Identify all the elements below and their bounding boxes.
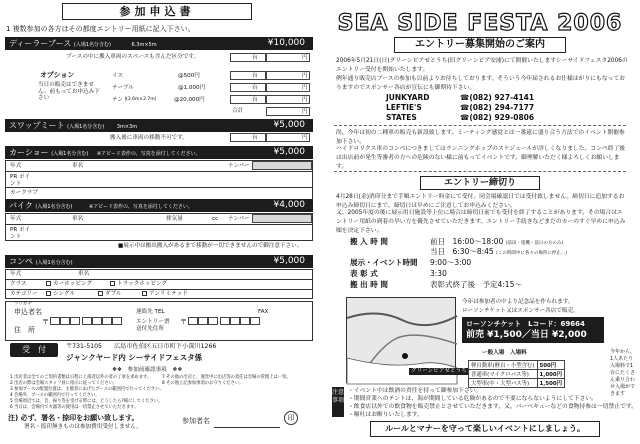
bike-hint: (入場1名分含む) (35, 204, 73, 210)
entry-para-2: 又、2005年度の後に展示用日施設等上位に場合は締切日前でも受付を終了することがあります。その場合はエントリー用紙の到着の早い方を優先させていただきます。エントリー手続きなどまだのカーのすぐ早めに申込み順を決定下さい。 (336, 210, 626, 234)
notice-para-2: ハイドロリクス車のコンペにつきましてはランニングホップのスケジュールが詳しくなりました。コンペ終了後は出店前が発生等審者の方への危険のない様に前もってイベントです。御理解いただく様よろしくお願いします。 (336, 146, 626, 170)
applicant-zip-5[interactable] (92, 317, 102, 325)
divider-2 (334, 171, 626, 172)
swap-hint: (入場1名分含む) (67, 124, 105, 130)
bike-label: バイク (9, 201, 33, 210)
car-divider-2 (5, 187, 313, 188)
applicant-address-label: 住 所 (14, 326, 35, 334)
bike-number-input[interactable] (252, 214, 312, 223)
event-title: SEA SIDE FESTA 2006 (337, 11, 623, 36)
dealer-size: 6.3m×5m (131, 42, 157, 48)
festa-flyer (322, 3, 638, 441)
swap-desc: 搬入後に車両の移動不可です。 (110, 135, 188, 141)
applicant-zip-6[interactable] (102, 317, 112, 325)
option-chair-unit: 台 (252, 73, 258, 79)
rules-heading: ❖❖ 参加前確認事項 ❖❖ (112, 367, 183, 373)
admission-sidenote: 今年から、1人あたり入場料で1台にたくさん乗り合わせ入場ができます (610, 349, 636, 397)
applicant-zip-1[interactable] (50, 317, 60, 325)
swap-unit: 台 (252, 135, 258, 141)
receipt-postal: 〒731-5105 (66, 343, 102, 350)
option-total-label: 合計 (232, 108, 244, 114)
option-price-chair: @500円 (178, 73, 200, 79)
ticket-box (462, 317, 604, 343)
dealer-qty-cell[interactable] (230, 53, 266, 62)
option-chair-yen: 円 (302, 73, 308, 79)
option-tent-unit: 台 (252, 97, 258, 103)
map-venue-label: グリーンピアせとうち (411, 368, 467, 374)
applicant-zip-3[interactable] (70, 317, 80, 325)
schedule-event: 展示・イベント時間 9:00～3:00 (350, 258, 472, 267)
entry-para-1: 4月28日(金)消印分まで手順エントリー料金にて受付。同会場確認日では受付致しません。締切日に追加するお申込み締切日にまで。締切日は早めにご注意してお申込みください。 (336, 194, 625, 209)
compe-hint: (入場1名分含む) (35, 260, 73, 266)
rule-4: 4 会場外、ブースの範囲内で行ってください。 (10, 393, 100, 398)
option-price-tent: @20,000円 (174, 97, 205, 103)
caution-1: ・イベント中は飲酒の責任を持って御参加下さい。 (348, 388, 482, 394)
option-table-qty[interactable] (230, 83, 266, 92)
bike-pr-label: PR ポイント (10, 227, 31, 240)
dealer-desc: ブースの中に搬入車両のスペースも含んだ区分です。 (66, 54, 200, 60)
sign-notice-2: 署名・捺印無きものは参加費用受付しません。 (24, 424, 142, 430)
option-table-yen: 円 (302, 85, 308, 91)
option-tent-yen: 円 (302, 97, 308, 103)
compe-category-double[interactable]: ダブル (98, 291, 122, 298)
entry-zip-7[interactable] (250, 317, 260, 325)
car-year-label: 年式 (10, 163, 22, 169)
swap-price: ¥5,000 (273, 120, 305, 130)
caution-4: ・嘔吐はお断りいたします。 (348, 412, 423, 418)
signature-label: 参加者名 (182, 417, 210, 425)
option-tent-note: (3.6m×2.7m) (126, 97, 157, 102)
dealer-label: ディーラーブース (9, 39, 72, 48)
admission-table (468, 360, 565, 388)
reception-stamp: 受 付 (10, 343, 58, 357)
applicant-tel-label: 連絡先 TEL (136, 309, 165, 315)
intro-para-1: 2006年5月21日(日)グリーンピアせとうち(旧グリーンピア安浦)にて開催いたしますシーサイドフェスタ2006のエントリー受付を開始いたします。 (336, 58, 628, 73)
divider-1 (334, 125, 626, 126)
option-total-yen: 円 (302, 109, 308, 115)
car-divider (5, 171, 313, 172)
entry-zip-5[interactable] (230, 317, 240, 325)
compe-year-label: 年式 (10, 271, 22, 277)
bike-divider (5, 224, 313, 225)
contact-junkyard: JUNKYARD ☎(082) 927-4141 (386, 93, 535, 102)
rule-5: 5 会場周辺では、音、振り等を受ける際には、どうしたら?様にしてください。 (10, 399, 163, 404)
admission-row: 軽自動車(軽自・小型含む) 500円 (469, 361, 565, 370)
signature-line[interactable] (214, 427, 280, 428)
sign-notice-1: 注) 必ず、署名・捺印をお願い致します。 (8, 414, 139, 422)
car-club-label: カークラブ (10, 190, 38, 196)
car-note: ※アピード表作の、写真を添付してください。 (96, 151, 201, 157)
rule-6: 6 当日は、会場内で火器等の使用は一切禁止させていただきます。 (10, 405, 139, 410)
compe-class-label: クラス (10, 281, 27, 287)
option-name-table: テーブル (112, 85, 134, 91)
compe-divider-2 (5, 289, 313, 290)
form-note: 1 複数参加の各方はその都度エントリー用紙に記入下さい。 (6, 25, 195, 33)
caution-label: 注意事項 (332, 387, 344, 417)
bike-year-label: 年式 (10, 216, 22, 222)
option-label: オプション (40, 71, 75, 79)
applicant-fax-label: FAX (258, 309, 269, 315)
compe-divider (5, 279, 313, 280)
option-table-unit: 台 (252, 85, 258, 91)
swap-meet-bar (5, 119, 313, 132)
car-pr-label: PR ポイント (10, 174, 31, 187)
option-tent-qty[interactable] (230, 95, 266, 104)
ticket-note-2: ローソンチケット又はスポンサー各店で販売。 (462, 308, 579, 314)
entry-zip-1[interactable] (188, 317, 198, 325)
option-name-tent: テント (112, 97, 129, 103)
ticket-note-1: 今年は参加者の中より記念品を作られます。 (462, 299, 574, 305)
admission-row: 普通車(マイクロバス等) 1,000円 (469, 370, 565, 379)
bike-note: ※アピード表作の、写真を添付してください。 (89, 204, 193, 210)
option-name-chair: イス (112, 73, 124, 79)
car-number-label: ナンバー (228, 163, 250, 169)
car-label: カーショー (9, 148, 49, 157)
schedule-awards: 表 彰 式 3:30 (350, 269, 447, 278)
contact-lefties: LEFTIE'S ☎(082) 294-7177 (386, 103, 535, 112)
dealer-yen: 円 (302, 55, 308, 61)
bike-cc-unit: cc (212, 216, 219, 222)
notice-para-1: 尚、今年は初の二種車の販売も新設致します。ミーティング感覚とは一番遠に盛り合う方法でのイベント開催参加下さい。 (336, 130, 625, 145)
ticket-price: 前売 ¥1,500／当日 ¥2,000 (466, 330, 587, 340)
entry-address-label: エントリー票 送付先住所 (136, 319, 170, 332)
swap-label: スワップミート (9, 121, 65, 130)
ticket-header: ローソンチケット Lコード：69664 (466, 320, 585, 328)
entry-zip-2[interactable] (198, 317, 208, 325)
dealer-hint: (入場1名分含む) (73, 42, 111, 48)
seal-mark: 印 (284, 411, 298, 425)
car-name-label: 車名 (72, 163, 84, 169)
compe-label: コンペ (9, 257, 33, 266)
entry-open-heading: エントリー募集開始のご案内 (394, 37, 566, 53)
entry-zip-6[interactable] (240, 317, 250, 325)
receipt-org: ジャンクヤード内 シーサイドフェスタ係 (66, 353, 203, 362)
dealer-price: ¥10,000 (267, 38, 305, 48)
contact-states: STATES ☎(082) 929-0806 (386, 113, 535, 122)
compe-name-label: 車名 (78, 271, 90, 277)
rule-3: 3 参加ブースの配置位置は、主催者にあげたブースの範囲内で行ってください。 (10, 387, 164, 392)
applicant-zip-4[interactable] (82, 317, 92, 325)
dealer-booth-bar (5, 37, 313, 50)
applicant-furigana-label: フリガナ (14, 302, 32, 307)
car-hint: (入場1名分含む) (51, 151, 89, 157)
schedule-load-out: 搬 出 時 間 表彰式終了後 予定4:15～ (350, 280, 522, 289)
swap-qty[interactable] (230, 133, 266, 142)
rule-1: 1 出店者は全てのご契約書類は日程に上部者以外の者の了承を求めます。 (10, 375, 152, 380)
bike-name-label: 車名 (72, 216, 84, 222)
bike-bar (5, 199, 313, 212)
display-warning: ■展示中は搬出搬入があるまで移動が一切できませんので御注意下さい。 (118, 243, 303, 249)
rule-7: 7 その他の出店と、運営中に出店等の責任は会場の管理上は一切。 (162, 375, 291, 380)
compe-bar (5, 255, 313, 268)
caution-3: ・飲食店以外での飲食物を販売禁止とさせていただきます。又、バーベキューなどの食物持参は一切禁止です。 (348, 404, 637, 410)
intro-para-2: 例年通り販売店ブースの参加も以前よりお待ちしております。そういう今年届されるお仕様はがりにもなっておりますのでスポンサー各店が宣伝にも御期待下さい。 (336, 76, 625, 91)
applicant-postal-1: 〒 (42, 318, 49, 326)
car-price: ¥5,000 (273, 147, 305, 157)
car-show-bar (5, 146, 313, 159)
bike-number-label: ナンバー (228, 216, 250, 222)
admission-row: 大型車(中・大型バス等) 1,500円 (469, 379, 565, 388)
option-note: 当日の販売はできません。前もってお申込み下さい (38, 82, 100, 102)
swap-size: 3m×3m (116, 124, 138, 130)
rule-2: 2 出店の際は会場スタッフ員に指示に従ってください。 (10, 381, 118, 386)
option-chair-qty[interactable] (230, 71, 266, 80)
applicant-postal-2: 〒 (180, 318, 187, 326)
venue-map (346, 297, 467, 383)
compe-category-single[interactable]: シングル (46, 291, 75, 298)
compe-category-label: カテゴリー (10, 291, 38, 297)
footer-slogan: ルールとマナーを守って楽しいイベントにしましょう。 (370, 421, 600, 437)
swap-yen: 円 (302, 135, 308, 141)
rule-8: 8 その他上記参加事項のお守りください。 (162, 381, 244, 386)
compe-category-unlimited[interactable]: アンリミテッド (142, 291, 188, 298)
form-title: 参加申込書 (62, 3, 252, 20)
compe-class-car-hopping[interactable]: カーホッピング (46, 281, 92, 288)
dealer-unit: 台 (252, 55, 258, 61)
bike-cc-label: 排気量 (166, 216, 183, 222)
compe-price: ¥5,000 (273, 256, 305, 266)
applicant-name-label: 申込者名 (14, 308, 42, 316)
entry-deadline-heading: エントリー締切り (420, 176, 540, 190)
caution-2: ・期間営業へのテントは、海が期間している危険があるので不要にならないようにして下さい。 (348, 396, 597, 402)
receipt-address: 広島市佐伯区五日市町下小深川1266 (114, 343, 217, 350)
bike-price: ¥4,000 (273, 200, 305, 210)
compe-class-truck-hopping[interactable]: トラックホッピング (110, 281, 167, 288)
schedule-load-in: 搬 入 時 間 前日 16:00～18:00 (前田・電機・前日の方のみ) (350, 237, 564, 246)
applicant-zip-7[interactable] (112, 317, 122, 325)
schedule-load-in-day: 当日 6:30～8:45 (この時間中に各々の場所に停止…) (430, 247, 568, 256)
applicant-zip-2[interactable] (60, 317, 70, 325)
entry-zip-3[interactable] (208, 317, 218, 325)
entry-zip-4[interactable] (220, 317, 230, 325)
application-form (2, 3, 316, 441)
car-number-input[interactable] (252, 161, 312, 170)
admission-heading: ー般入場 入場料 (482, 350, 527, 356)
option-price-table: @1,000円 (178, 85, 206, 91)
